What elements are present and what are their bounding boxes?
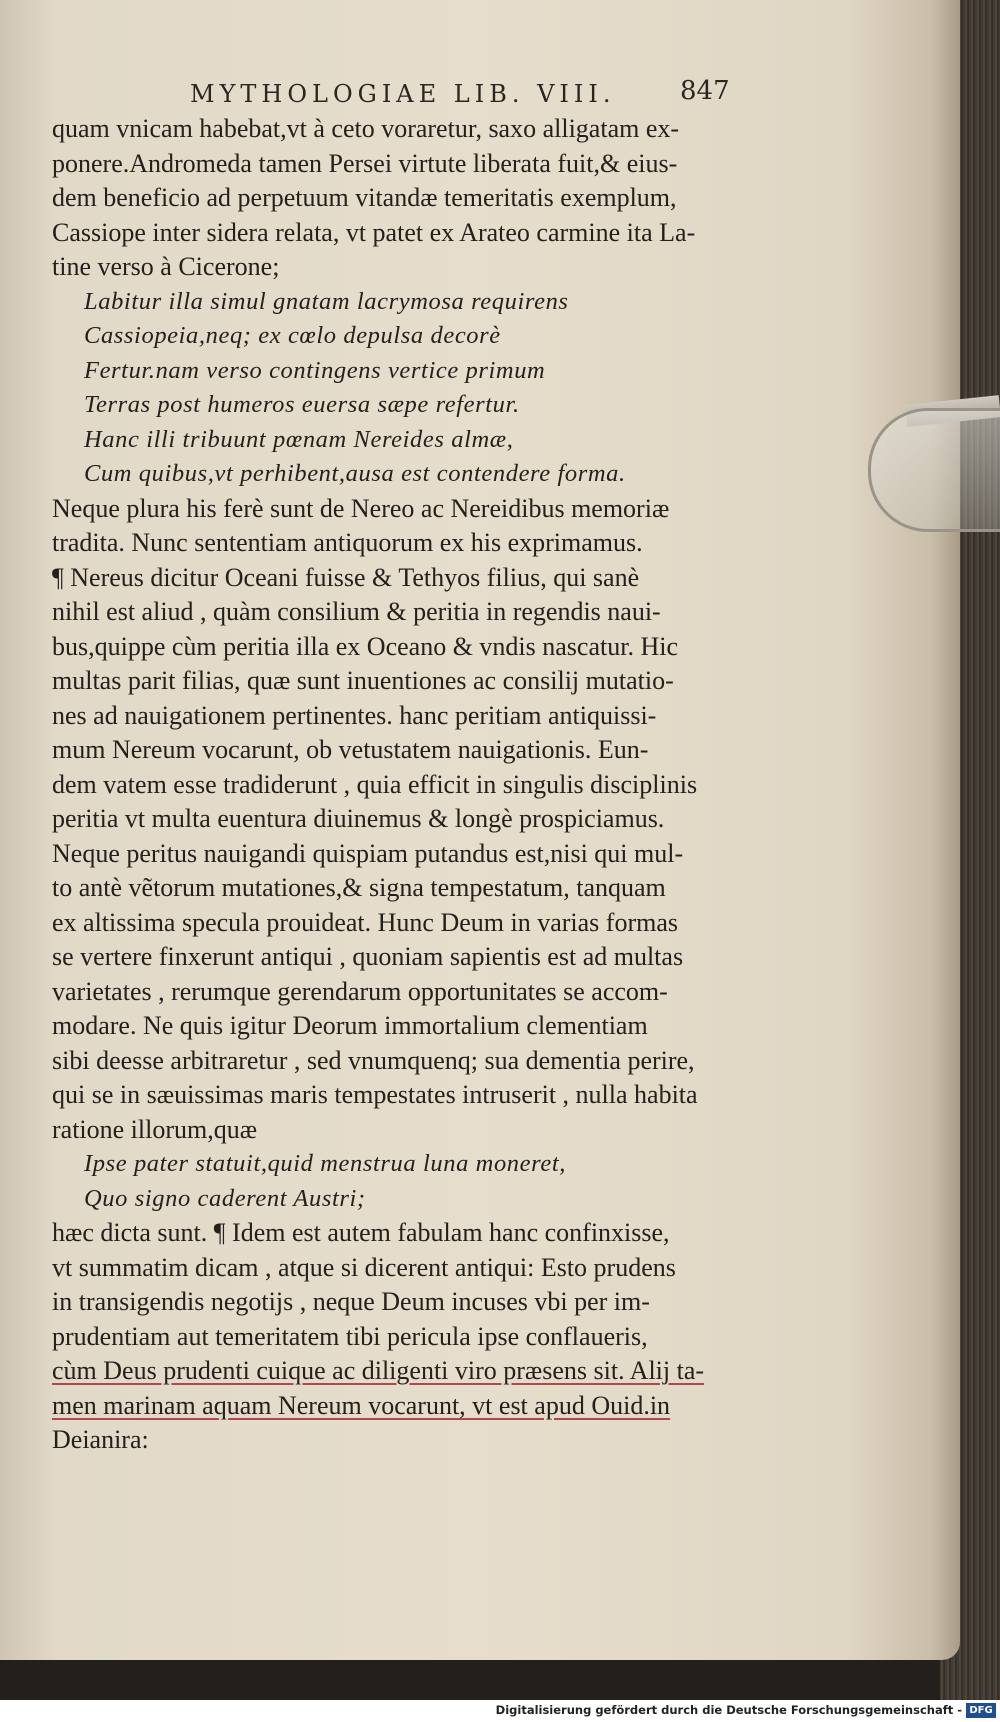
text-line: Neque plura his ferè sunt de Nereo ac Nereidibus memoriæ bbox=[52, 493, 670, 523]
page-number: 847 bbox=[680, 76, 730, 106]
text-line: Cassiope inter sidera relata, vt patet ex Arateo carmine ita La- bbox=[52, 217, 696, 247]
text-line: sibi deesse arbitraretur , sed vnumquenq; sua dementia perire, bbox=[52, 1045, 695, 1075]
text-line: mum Nereum vocarunt, ob vetustatem nauigationis. Eun- bbox=[52, 735, 649, 764]
text-line: qui se in sæuissimas maris tempestates intruserit , nulla habita bbox=[52, 1080, 698, 1109]
text-line: nes ad nauigationem pertinentes. hanc peritiam antiquissi- bbox=[52, 700, 657, 730]
main-text bbox=[52, 112, 732, 1458]
text-line: ratione illorum,quæ bbox=[52, 1114, 258, 1144]
text-line: in transigendis negotijs , neque Deum incuses vbi per im- bbox=[52, 1287, 650, 1316]
bookmark-clip bbox=[868, 408, 1000, 532]
text-line: cùm Deus prudenti cuique ac diligenti viro præsens sit. Alij ta- bbox=[52, 1356, 705, 1385]
text-line: prudentiam aut temeritatem tibi pericula ipse conflaueris, bbox=[52, 1321, 648, 1351]
digitization-footer bbox=[0, 1700, 1000, 1722]
verse-line: Ipse pater statuit,quid menstrua luna moneret, bbox=[84, 1150, 566, 1177]
text-line: quam vnicam habebat,vt à ceto voraretur, saxo alligatam ex- bbox=[52, 114, 680, 143]
text-line: tine verso à Cicerone; bbox=[52, 252, 280, 281]
page-header bbox=[60, 74, 730, 114]
verse-line: Hanc illi tribuunt pœnam Nereides almæ, bbox=[84, 425, 514, 453]
text-line: ex altissima specula prouideat. Hunc Deum in varias formas bbox=[52, 907, 678, 937]
text-line: multas parit filias, quæ sunt inuentiones ac consilij mutatio- bbox=[52, 666, 674, 695]
verse-line: Fertur.nam verso contingens vertice primum bbox=[84, 356, 546, 384]
text-line: vt summatim dicam , atque si dicerent antiqui: Esto prudens bbox=[52, 1252, 676, 1282]
text-line: dem beneficio ad perpetuum vitandæ temeritatis exemplum, bbox=[52, 183, 677, 212]
text-line: bus,quippe cùm peritia illa ex Oceano & vndis nascatur. Hic bbox=[52, 631, 678, 661]
text-line: Deianira: bbox=[52, 1425, 149, 1454]
text-line: peritia vt multa euentura diuinemus & longè prospiciamus. bbox=[52, 804, 665, 833]
text-line: varietates , rerumque gerendarum opportunitates se accom- bbox=[52, 976, 668, 1006]
text-line: men marinam aquam Nereum vocarunt, vt est apud Ouid.in bbox=[52, 1390, 671, 1420]
text-line: dem vatem esse tradiderunt , quia efficit in singulis disciplinis bbox=[52, 769, 698, 799]
text-line: modare. Ne quis igitur Deorum immortalium clementiam bbox=[52, 1011, 648, 1040]
text-line: tradita. Nunc sententiam antiquorum ex his exprimamus. bbox=[52, 528, 643, 557]
verse-line: Quo signo caderent Austri; bbox=[84, 1184, 366, 1212]
footer-credit: Digitalisierung gefördert durch die Deutsche Forschungsgemeinschaft - bbox=[495, 1703, 962, 1717]
text-line: nihil est aliud , quàm consilium & peritia in regendis naui- bbox=[52, 597, 661, 626]
text-line: Neque peritus nauigandi quispiam putandus est,nisi qui mul- bbox=[52, 838, 684, 868]
text-line: se vertere finxerunt antiqui , quoniam sapientis est ad multas bbox=[52, 942, 684, 971]
text-line: to antè vẽtorum mutationes,& signa tempestatum, tanquam bbox=[52, 873, 666, 902]
dfg-logo: DFG bbox=[966, 1703, 996, 1718]
text-line: ¶ Nereus dicitur Oceani fuisse & Tethyos filius, qui sanè bbox=[52, 562, 640, 592]
verse-line: Labitur illa simul gnatam lacrymosa requirens bbox=[84, 287, 569, 315]
verse-line: Cassiopeia,neq; ex cœlo depulsa decorè bbox=[84, 322, 501, 349]
verse-line: Terras post humeros euersa sæpe refertur. bbox=[84, 391, 520, 418]
text-line: ponere.Andromeda tamen Persei virtute liberata fuit,& eius- bbox=[52, 148, 678, 178]
text-line: hæc dicta sunt. ¶ Idem est autem fabulam hanc confinxisse, bbox=[52, 1218, 670, 1247]
verse-line: Cum quibus,vt perhibent,ausa est contendere forma. bbox=[84, 460, 626, 487]
running-head: MYTHOLOGIAE LIB. VIII. bbox=[190, 80, 616, 108]
